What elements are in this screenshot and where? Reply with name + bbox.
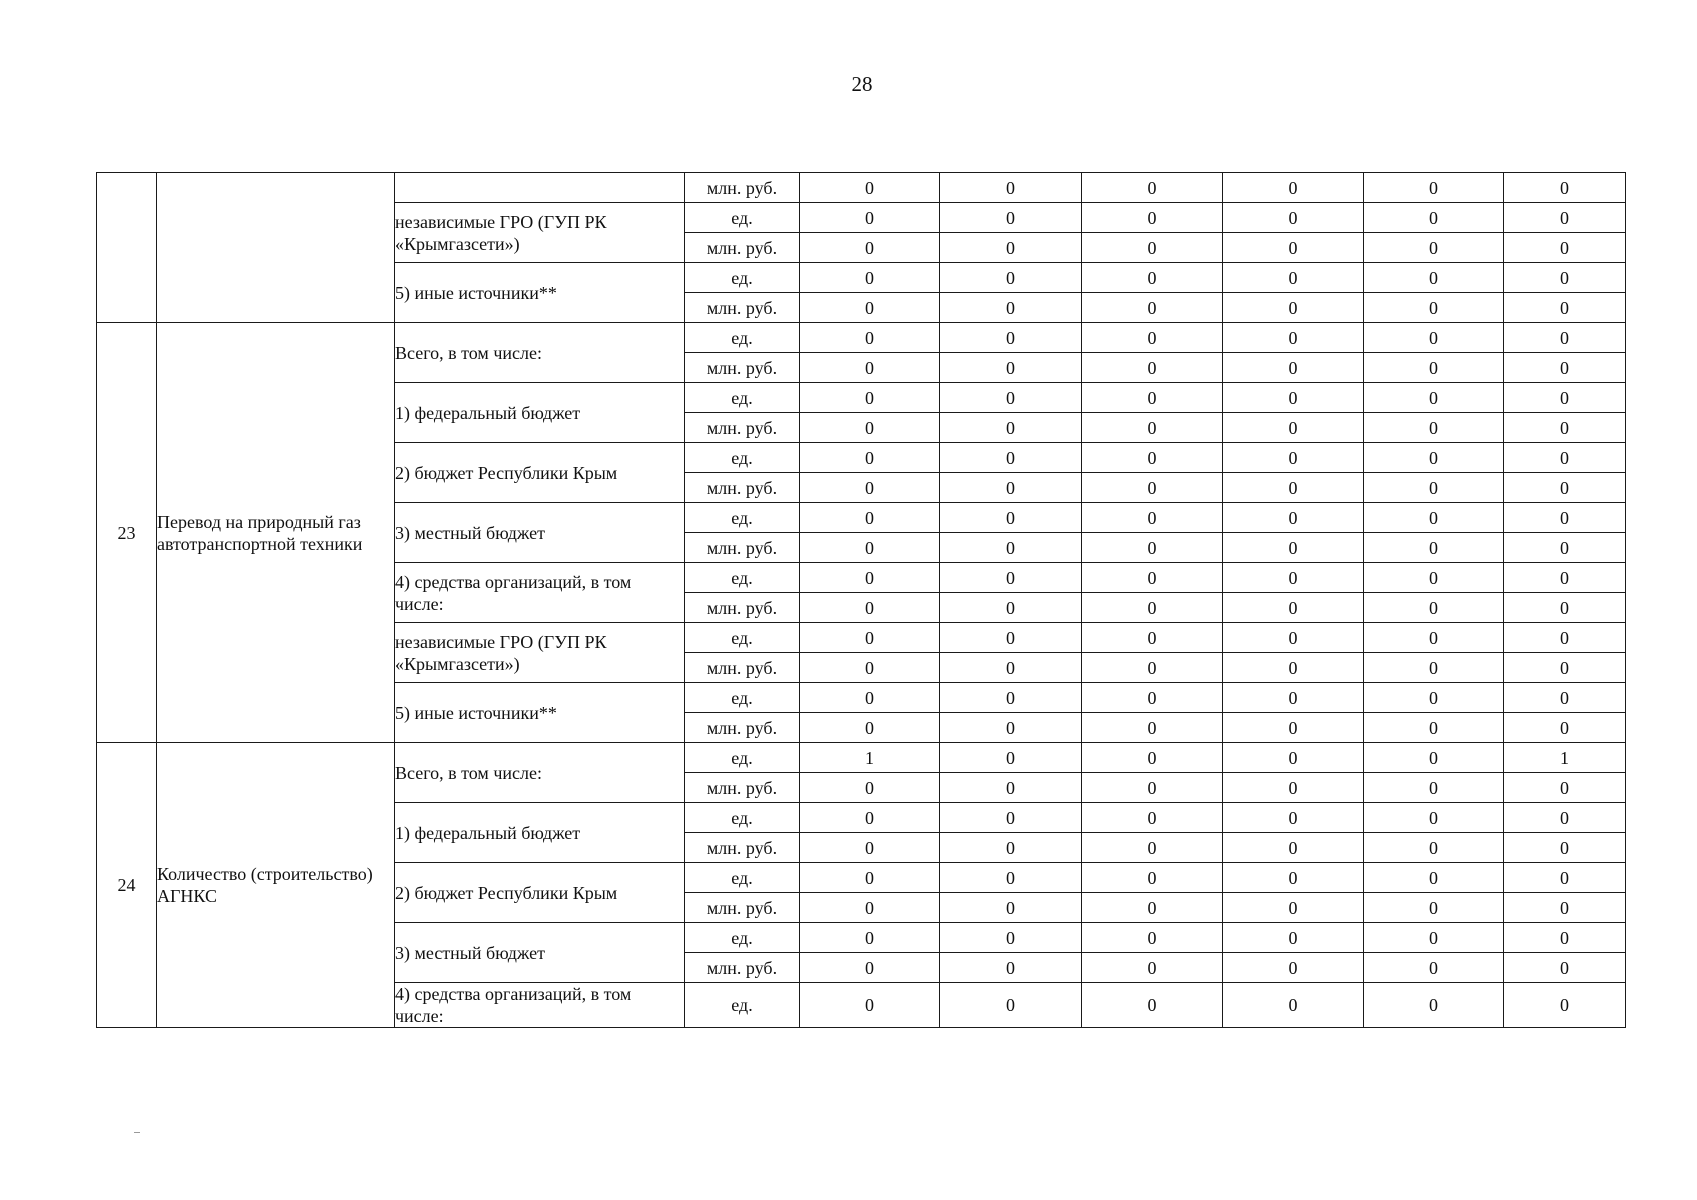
value-cell: 0 <box>1364 833 1504 863</box>
unit-cell: млн. руб. <box>685 293 800 323</box>
value-cell: 0 <box>940 863 1082 893</box>
value-cell: 0 <box>940 803 1082 833</box>
value-cell: 0 <box>800 173 940 203</box>
value-cell: 1 <box>800 743 940 773</box>
value-cell: 0 <box>1364 803 1504 833</box>
value-cell: 0 <box>800 893 940 923</box>
page-number: 28 <box>851 72 873 96</box>
value-cell: 0 <box>1504 473 1626 503</box>
funding-source: 3) местный бюджет <box>395 923 685 983</box>
value-cell: 0 <box>1504 923 1626 953</box>
value-cell: 0 <box>1364 323 1504 353</box>
value-cell: 0 <box>940 263 1082 293</box>
value-cell: 0 <box>1223 623 1364 653</box>
value-cell: 0 <box>1504 893 1626 923</box>
value-cell: 0 <box>1082 803 1223 833</box>
value-cell: 0 <box>1504 503 1626 533</box>
funding-source: Всего, в том числе: <box>395 323 685 383</box>
funding-source: 1) федеральный бюджет <box>395 803 685 863</box>
unit-cell: ед. <box>685 323 800 353</box>
value-cell: 0 <box>1082 563 1223 593</box>
value-cell: 0 <box>1082 983 1223 1028</box>
indicator-name <box>157 173 395 323</box>
value-cell: 0 <box>1504 863 1626 893</box>
value-cell: 0 <box>940 413 1082 443</box>
value-cell: 0 <box>800 323 940 353</box>
value-cell: 0 <box>800 413 940 443</box>
value-cell: 0 <box>800 233 940 263</box>
value-cell: 0 <box>800 473 940 503</box>
value-cell: 0 <box>1082 623 1223 653</box>
unit-cell: ед. <box>685 923 800 953</box>
value-cell: 0 <box>800 443 940 473</box>
value-cell: 0 <box>940 563 1082 593</box>
value-cell: 0 <box>1223 683 1364 713</box>
unit-cell: ед. <box>685 383 800 413</box>
value-cell: 0 <box>940 953 1082 983</box>
value-cell: 0 <box>940 833 1082 863</box>
funding-source: 2) бюджет Республики Крым <box>395 863 685 923</box>
value-cell: 0 <box>940 923 1082 953</box>
value-cell: 0 <box>1082 713 1223 743</box>
value-cell: 0 <box>940 653 1082 683</box>
unit-cell: ед. <box>685 203 800 233</box>
value-cell: 0 <box>1082 893 1223 923</box>
value-cell: 0 <box>1364 683 1504 713</box>
value-cell: 0 <box>1082 473 1223 503</box>
value-cell: 0 <box>1082 833 1223 863</box>
value-cell: 0 <box>940 173 1082 203</box>
value-cell: 0 <box>1364 593 1504 623</box>
value-cell: 0 <box>1504 983 1626 1028</box>
financing-table <box>96 172 1626 1028</box>
value-cell: 0 <box>1223 503 1364 533</box>
unit-cell: ед. <box>685 683 800 713</box>
unit-cell: ед. <box>685 863 800 893</box>
value-cell: 0 <box>1082 923 1223 953</box>
value-cell: 0 <box>800 923 940 953</box>
funding-source: независимые ГРО (ГУП РК «Крымгазсети») <box>395 203 685 263</box>
value-cell: 0 <box>800 293 940 323</box>
value-cell: 0 <box>1364 173 1504 203</box>
value-cell: 0 <box>800 203 940 233</box>
funding-source: 3) местный бюджет <box>395 503 685 563</box>
value-cell: 0 <box>1504 563 1626 593</box>
value-cell: 0 <box>1223 893 1364 923</box>
value-cell: 0 <box>940 893 1082 923</box>
value-cell: 0 <box>1504 413 1626 443</box>
value-cell: 0 <box>800 803 940 833</box>
value-cell: 0 <box>1504 443 1626 473</box>
value-cell: 0 <box>1504 173 1626 203</box>
value-cell: 0 <box>1223 173 1364 203</box>
value-cell: 0 <box>1223 443 1364 473</box>
table-body <box>97 173 1626 1028</box>
unit-cell: млн. руб. <box>685 593 800 623</box>
value-cell: 0 <box>1223 563 1364 593</box>
row-number: 23 <box>97 323 157 743</box>
value-cell: 0 <box>940 293 1082 323</box>
value-cell: 0 <box>1223 473 1364 503</box>
value-cell: 0 <box>1504 623 1626 653</box>
funding-source <box>395 173 685 203</box>
value-cell: 0 <box>1364 413 1504 443</box>
unit-cell: ед. <box>685 623 800 653</box>
value-cell: 0 <box>1504 713 1626 743</box>
value-cell: 0 <box>1364 743 1504 773</box>
value-cell: 0 <box>940 533 1082 563</box>
value-cell: 0 <box>1082 653 1223 683</box>
value-cell: 0 <box>1364 863 1504 893</box>
value-cell: 0 <box>1082 593 1223 623</box>
unit-cell: ед. <box>685 743 800 773</box>
value-cell: 0 <box>1364 533 1504 563</box>
funding-source: 4) средства организаций, в том числе: <box>395 983 685 1028</box>
value-cell: 0 <box>940 383 1082 413</box>
value-cell: 0 <box>1364 203 1504 233</box>
value-cell: 0 <box>1223 533 1364 563</box>
value-cell: 0 <box>800 983 940 1028</box>
value-cell: 0 <box>1082 383 1223 413</box>
funding-source: 5) иные источники** <box>395 263 685 323</box>
value-cell: 0 <box>1364 923 1504 953</box>
value-cell: 0 <box>800 383 940 413</box>
value-cell: 0 <box>940 683 1082 713</box>
value-cell: 0 <box>1082 863 1223 893</box>
value-cell: 0 <box>1504 293 1626 323</box>
value-cell: 0 <box>1223 263 1364 293</box>
value-cell: 0 <box>1364 983 1504 1028</box>
unit-cell: млн. руб. <box>685 473 800 503</box>
value-cell: 0 <box>1223 413 1364 443</box>
unit-cell: млн. руб. <box>685 173 800 203</box>
value-cell: 0 <box>800 953 940 983</box>
unit-cell: ед. <box>685 803 800 833</box>
value-cell: 0 <box>1082 353 1223 383</box>
value-cell: 0 <box>1223 653 1364 683</box>
value-cell: 0 <box>800 683 940 713</box>
value-cell: 0 <box>1364 653 1504 683</box>
value-cell: 0 <box>1082 953 1223 983</box>
value-cell: 0 <box>1364 893 1504 923</box>
value-cell: 0 <box>1504 203 1626 233</box>
value-cell: 0 <box>1504 323 1626 353</box>
value-cell: 0 <box>1364 293 1504 323</box>
indicator-name: Количество (строительство) АГНКС <box>157 743 395 1028</box>
value-cell: 0 <box>1082 233 1223 263</box>
table-row <box>97 323 1626 353</box>
value-cell: 0 <box>1364 773 1504 803</box>
value-cell: 0 <box>1504 353 1626 383</box>
unit-cell: ед. <box>685 263 800 293</box>
value-cell: 0 <box>1504 593 1626 623</box>
value-cell: 0 <box>940 743 1082 773</box>
unit-cell: ед. <box>685 503 800 533</box>
unit-cell: ед. <box>685 563 800 593</box>
value-cell: 0 <box>1364 263 1504 293</box>
value-cell: 0 <box>800 653 940 683</box>
table-row <box>97 743 1626 773</box>
value-cell: 0 <box>1504 383 1626 413</box>
value-cell: 0 <box>1223 833 1364 863</box>
value-cell: 0 <box>1082 203 1223 233</box>
value-cell: 0 <box>800 593 940 623</box>
unit-cell: млн. руб. <box>685 413 800 443</box>
value-cell: 0 <box>1223 953 1364 983</box>
value-cell: 0 <box>1082 773 1223 803</box>
value-cell: 0 <box>1364 353 1504 383</box>
value-cell: 0 <box>940 203 1082 233</box>
value-cell: 0 <box>940 773 1082 803</box>
value-cell: 0 <box>1223 713 1364 743</box>
value-cell: 0 <box>1082 173 1223 203</box>
unit-cell: млн. руб. <box>685 653 800 683</box>
value-cell: 0 <box>1223 293 1364 323</box>
value-cell: 0 <box>1082 443 1223 473</box>
value-cell: 0 <box>940 233 1082 263</box>
value-cell: 0 <box>940 983 1082 1028</box>
value-cell: 0 <box>1504 773 1626 803</box>
value-cell: 0 <box>1504 533 1626 563</box>
value-cell: 0 <box>940 503 1082 533</box>
value-cell: 0 <box>1364 953 1504 983</box>
value-cell: 0 <box>1364 713 1504 743</box>
value-cell: 0 <box>1082 503 1223 533</box>
unit-cell: ед. <box>685 983 800 1028</box>
value-cell: 0 <box>940 593 1082 623</box>
value-cell: 0 <box>1082 263 1223 293</box>
value-cell: 0 <box>1223 203 1364 233</box>
value-cell: 0 <box>1504 263 1626 293</box>
value-cell: 0 <box>1364 623 1504 653</box>
value-cell: 0 <box>800 623 940 653</box>
value-cell: 0 <box>800 713 940 743</box>
unit-cell: млн. руб. <box>685 953 800 983</box>
value-cell: 0 <box>1364 563 1504 593</box>
funding-source: 4) средства организаций, в том числе: <box>395 563 685 623</box>
value-cell: 0 <box>1504 653 1626 683</box>
funding-source: Всего, в том числе: <box>395 743 685 803</box>
funding-source: 1) федеральный бюджет <box>395 383 685 443</box>
value-cell: 0 <box>1504 233 1626 263</box>
value-cell: 0 <box>800 563 940 593</box>
value-cell: 0 <box>1223 923 1364 953</box>
value-cell: 0 <box>1364 473 1504 503</box>
value-cell: 0 <box>800 773 940 803</box>
value-cell: 0 <box>800 863 940 893</box>
value-cell: 0 <box>940 323 1082 353</box>
value-cell: 0 <box>1223 743 1364 773</box>
value-cell: 0 <box>940 713 1082 743</box>
indicator-name: Перевод на природный газ автотранспортной техники <box>157 323 395 743</box>
value-cell: 0 <box>1082 743 1223 773</box>
value-cell: 0 <box>940 443 1082 473</box>
funding-source: 5) иные источники** <box>395 683 685 743</box>
value-cell: 0 <box>1504 803 1626 833</box>
funding-source: 2) бюджет Республики Крым <box>395 443 685 503</box>
value-cell: 0 <box>1082 323 1223 353</box>
value-cell: 0 <box>1223 803 1364 833</box>
value-cell: 0 <box>940 473 1082 503</box>
unit-cell: млн. руб. <box>685 833 800 863</box>
value-cell: 0 <box>800 263 940 293</box>
value-cell: 0 <box>1082 293 1223 323</box>
unit-cell: млн. руб. <box>685 893 800 923</box>
funding-source: независимые ГРО (ГУП РК «Крымгазсети») <box>395 623 685 683</box>
value-cell: 0 <box>1504 683 1626 713</box>
table-row <box>97 173 1626 203</box>
value-cell: 1 <box>1504 743 1626 773</box>
value-cell: 0 <box>1082 683 1223 713</box>
unit-cell: млн. руб. <box>685 773 800 803</box>
value-cell: 0 <box>1364 503 1504 533</box>
value-cell: 0 <box>800 353 940 383</box>
value-cell: 0 <box>1223 353 1364 383</box>
value-cell: 0 <box>1504 953 1626 983</box>
value-cell: 0 <box>1364 233 1504 263</box>
unit-cell: млн. руб. <box>685 713 800 743</box>
value-cell: 0 <box>1223 773 1364 803</box>
value-cell: 0 <box>1223 983 1364 1028</box>
unit-cell: млн. руб. <box>685 533 800 563</box>
value-cell: 0 <box>800 833 940 863</box>
value-cell: 0 <box>1082 533 1223 563</box>
unit-cell: млн. руб. <box>685 353 800 383</box>
value-cell: 0 <box>1223 233 1364 263</box>
value-cell: 0 <box>1223 323 1364 353</box>
row-number <box>97 173 157 323</box>
value-cell: 0 <box>800 503 940 533</box>
value-cell: 0 <box>940 353 1082 383</box>
scan-mark <box>134 1132 140 1133</box>
row-number: 24 <box>97 743 157 1028</box>
unit-cell: ед. <box>685 443 800 473</box>
value-cell: 0 <box>1082 413 1223 443</box>
value-cell: 0 <box>940 623 1082 653</box>
value-cell: 0 <box>1223 383 1364 413</box>
value-cell: 0 <box>1223 863 1364 893</box>
value-cell: 0 <box>800 533 940 563</box>
value-cell: 0 <box>1364 383 1504 413</box>
unit-cell: млн. руб. <box>685 233 800 263</box>
value-cell: 0 <box>1223 593 1364 623</box>
value-cell: 0 <box>1504 833 1626 863</box>
value-cell: 0 <box>1364 443 1504 473</box>
